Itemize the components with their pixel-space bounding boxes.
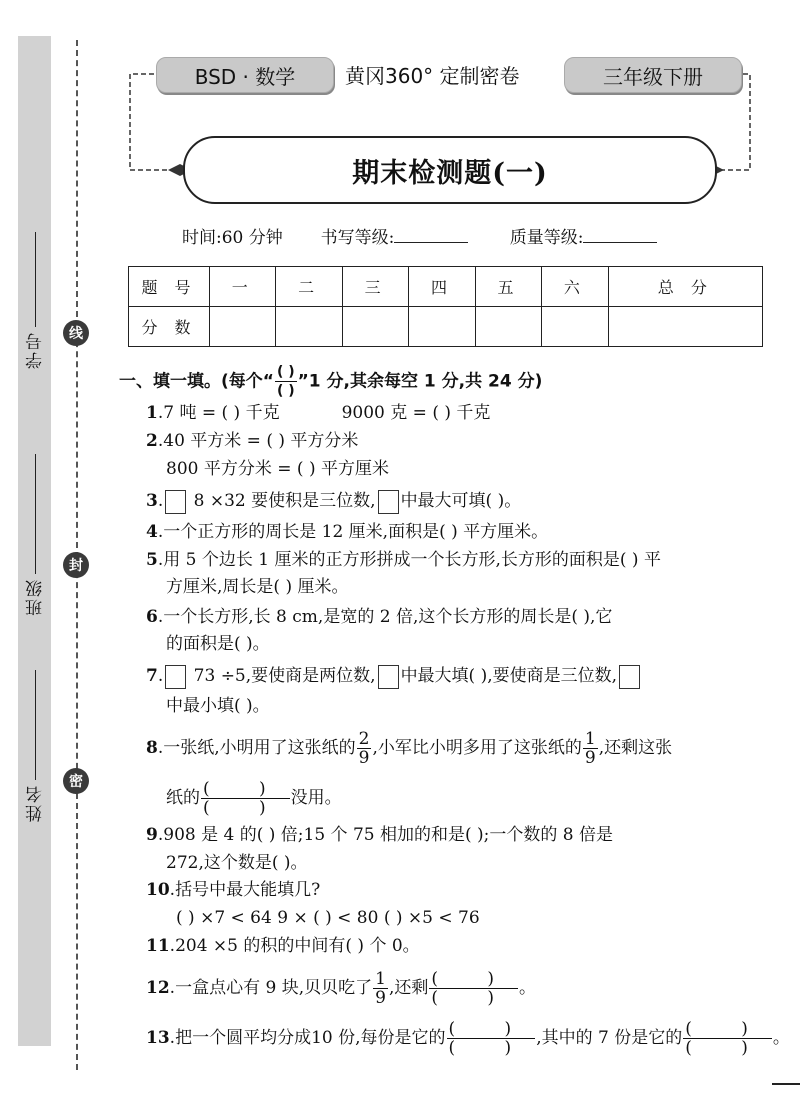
question-text: .204 ×5 的积的中间有( ) 个 0。 xyxy=(169,936,420,956)
question-text: 800 平方分米 = ( ) 平方厘米 xyxy=(166,459,389,479)
frac-denominator: ( ) xyxy=(685,1038,770,1058)
question-number: 2 xyxy=(146,431,158,451)
score-table-score-row xyxy=(129,307,763,347)
score-row-label: 分 数 xyxy=(129,307,210,347)
question-text: .7 吨 = ( ) 千克 xyxy=(157,403,280,423)
question-10-line-2 xyxy=(176,904,480,932)
question-text: 的面积是( )。 xyxy=(166,634,270,654)
question-text: . xyxy=(157,666,164,686)
score-header-cell: 五 xyxy=(475,267,541,307)
question-4 xyxy=(146,518,548,546)
question-text: ( ) ×7 < 64 9 × ( ) < 80 ( ) ×5 < 76 xyxy=(176,908,480,928)
question-text: .908 是 4 的( ) 倍;15 个 75 相加的和是( );一个数的 8 倍是 xyxy=(157,825,614,845)
score-header-cell: 四 xyxy=(409,267,475,307)
frac-numerator: ( ) xyxy=(276,364,295,380)
frac-denominator: ( ) xyxy=(203,798,288,818)
score-cell[interactable] xyxy=(608,307,762,347)
question-7-line-2 xyxy=(166,692,270,720)
question-3 xyxy=(146,487,521,515)
quality-grade-blank[interactable] xyxy=(583,242,657,243)
writing-grade-label: 书写等级: xyxy=(320,228,395,248)
question-text: 纸的 xyxy=(166,788,200,808)
question-number: 12 xyxy=(146,978,170,998)
frac-numerator: ( ) xyxy=(448,1019,534,1039)
question-number: 6 xyxy=(146,607,158,627)
section-1-title xyxy=(119,363,542,400)
question-1 xyxy=(146,399,490,427)
frac-denominator: ( ) xyxy=(276,383,295,399)
question-11 xyxy=(146,932,420,960)
question-text: .把一个圆平均分成10 份,每份是它的 xyxy=(169,1028,446,1048)
question-number: 1 xyxy=(146,403,158,423)
name-blank xyxy=(35,670,36,780)
exam-title: 期末检测题(一) xyxy=(183,136,717,204)
exam-info xyxy=(182,223,657,248)
name-label: 姓名 xyxy=(25,784,46,822)
class-field xyxy=(20,454,50,616)
seal-secret-icon: 密 xyxy=(63,768,89,794)
score-table-header-row xyxy=(129,267,763,307)
blank-fraction[interactable] xyxy=(201,780,290,817)
seal-seal-icon: 封 xyxy=(63,552,89,578)
question-text: 中最小填( )。 xyxy=(166,696,270,716)
question-13 xyxy=(146,1020,790,1057)
question-7 xyxy=(146,662,642,690)
question-number: 7 xyxy=(146,666,158,686)
question-10 xyxy=(146,876,320,904)
frac-numerator: ( ) xyxy=(431,969,517,989)
frac-denominator: 9 xyxy=(358,748,370,768)
grade-pill: 三年级下册 xyxy=(564,57,742,93)
fraction xyxy=(373,970,388,1007)
student-no-blank xyxy=(35,232,36,327)
question-8 xyxy=(146,730,672,767)
question-text: ,还剩 xyxy=(388,978,429,998)
name-field xyxy=(20,670,50,822)
page-edge-mark xyxy=(772,1083,800,1085)
fraction xyxy=(583,730,598,767)
student-no-label: 学号 xyxy=(25,331,46,369)
blank-fraction[interactable] xyxy=(429,970,518,1007)
section-1-title-b: ”1 分,其余每空 1 分,共 24 分) xyxy=(297,371,543,392)
score-cell[interactable] xyxy=(210,307,276,347)
frac-numerator: ( ) xyxy=(203,779,288,799)
question-text: 272,这个数是( )。 xyxy=(166,853,308,873)
section-1-title-a: 一、填一填。(每个“ xyxy=(119,371,274,392)
score-cell[interactable] xyxy=(342,307,408,347)
score-header-cell: 一 xyxy=(210,267,276,307)
score-table xyxy=(128,266,763,347)
score-header-cell: 六 xyxy=(542,267,608,307)
question-5 xyxy=(146,546,661,574)
frac-denominator: 9 xyxy=(375,988,386,1008)
class-blank xyxy=(35,454,36,574)
score-cell[interactable] xyxy=(276,307,342,347)
frac-numerator: 1 xyxy=(375,969,386,989)
question-number: 9 xyxy=(146,825,158,845)
question-text: .一张纸,小明用了这张纸的 xyxy=(157,738,356,758)
blank-fraction[interactable] xyxy=(683,1020,772,1057)
question-number: 3 xyxy=(146,491,158,511)
writing-grade-blank[interactable] xyxy=(394,242,468,243)
question-6-line-2 xyxy=(166,630,270,658)
fraction xyxy=(357,730,372,767)
score-header-cell: 三 xyxy=(342,267,408,307)
question-8-line-2 xyxy=(166,780,342,817)
question-text: 中最大可填( )。 xyxy=(400,491,522,511)
answer-box[interactable] xyxy=(619,665,640,689)
score-header-cell: 题 号 xyxy=(129,267,210,307)
question-2 xyxy=(146,427,358,455)
time-text: 时间:60 分钟 xyxy=(182,228,283,248)
seal-line-icon: 线 xyxy=(63,320,89,346)
section-1-frac xyxy=(275,363,297,400)
score-cell[interactable] xyxy=(475,307,541,347)
question-number: 10 xyxy=(146,880,170,900)
question-text: .用 5 个边长 1 厘米的正方形拼成一个长方形,长方形的面积是( ) 平 xyxy=(157,550,661,570)
frac-denominator: ( ) xyxy=(448,1038,534,1058)
frac-denominator: 9 xyxy=(584,748,596,768)
answer-box[interactable] xyxy=(378,665,399,689)
brand-title: 黄冈360° 定制密卷 xyxy=(345,64,520,88)
subject-pill: BSD · 数学 xyxy=(156,57,334,93)
quality-grade-label: 质量等级: xyxy=(509,228,584,248)
score-header-cell: 二 xyxy=(276,267,342,307)
question-9 xyxy=(146,821,613,849)
frac-denominator: ( ) xyxy=(431,988,517,1008)
question-text: .一个正方形的周长是 12 厘米,面积是( ) 平方厘米。 xyxy=(157,522,549,542)
question-text: 。 xyxy=(519,978,537,998)
question-2-line-2 xyxy=(166,455,389,483)
question-text: .一个长方形,长 8 cm,是宽的 2 倍,这个长方形的周长是( ),它 xyxy=(157,607,613,627)
question-text: 中最大填( ),要使商是三位数, xyxy=(400,666,618,686)
question-text: 。 xyxy=(772,1028,790,1048)
score-header-cell: 总 分 xyxy=(608,267,762,307)
question-text: 9000 克 = ( ) 千克 xyxy=(341,403,491,423)
frac-numerator: 2 xyxy=(358,729,370,749)
question-text: ,小军比小明多用了这张纸的 xyxy=(372,738,582,758)
answer-box[interactable] xyxy=(165,490,186,514)
frac-numerator: 1 xyxy=(584,729,596,749)
question-number: 8 xyxy=(146,738,158,758)
question-text: .一盒点心有 9 块,贝贝吃了 xyxy=(169,978,373,998)
question-text: 8 ×32 要使积是三位数, xyxy=(193,491,376,511)
question-9-line-2 xyxy=(166,849,308,877)
question-text: .40 平方米 = ( ) 平方分米 xyxy=(157,431,359,451)
question-number: 4 xyxy=(146,522,158,542)
score-cell[interactable] xyxy=(542,307,608,347)
question-text: 没用。 xyxy=(290,788,342,808)
question-number: 13 xyxy=(146,1028,170,1048)
question-6 xyxy=(146,603,612,631)
question-5-line-2 xyxy=(166,573,348,601)
question-number: 11 xyxy=(146,936,170,956)
blank-fraction[interactable] xyxy=(447,1020,536,1057)
answer-box[interactable] xyxy=(165,665,186,689)
question-12 xyxy=(146,970,536,1007)
question-text: 方厘米,周长是( ) 厘米。 xyxy=(166,577,349,597)
question-text: ,还剩这张 xyxy=(598,738,673,758)
class-label: 班级 xyxy=(25,578,46,616)
question-text: 73 ÷5,要使商是两位数, xyxy=(193,666,376,686)
score-cell[interactable] xyxy=(409,307,475,347)
question-number: 5 xyxy=(146,550,158,570)
frac-numerator: ( ) xyxy=(685,1019,770,1039)
answer-box[interactable] xyxy=(378,490,399,514)
question-text: . xyxy=(157,491,164,511)
student-no-field xyxy=(20,232,50,369)
question-text: .括号中最大能填几? xyxy=(169,880,321,900)
question-text: ,其中的 7 份是它的 xyxy=(536,1028,683,1048)
